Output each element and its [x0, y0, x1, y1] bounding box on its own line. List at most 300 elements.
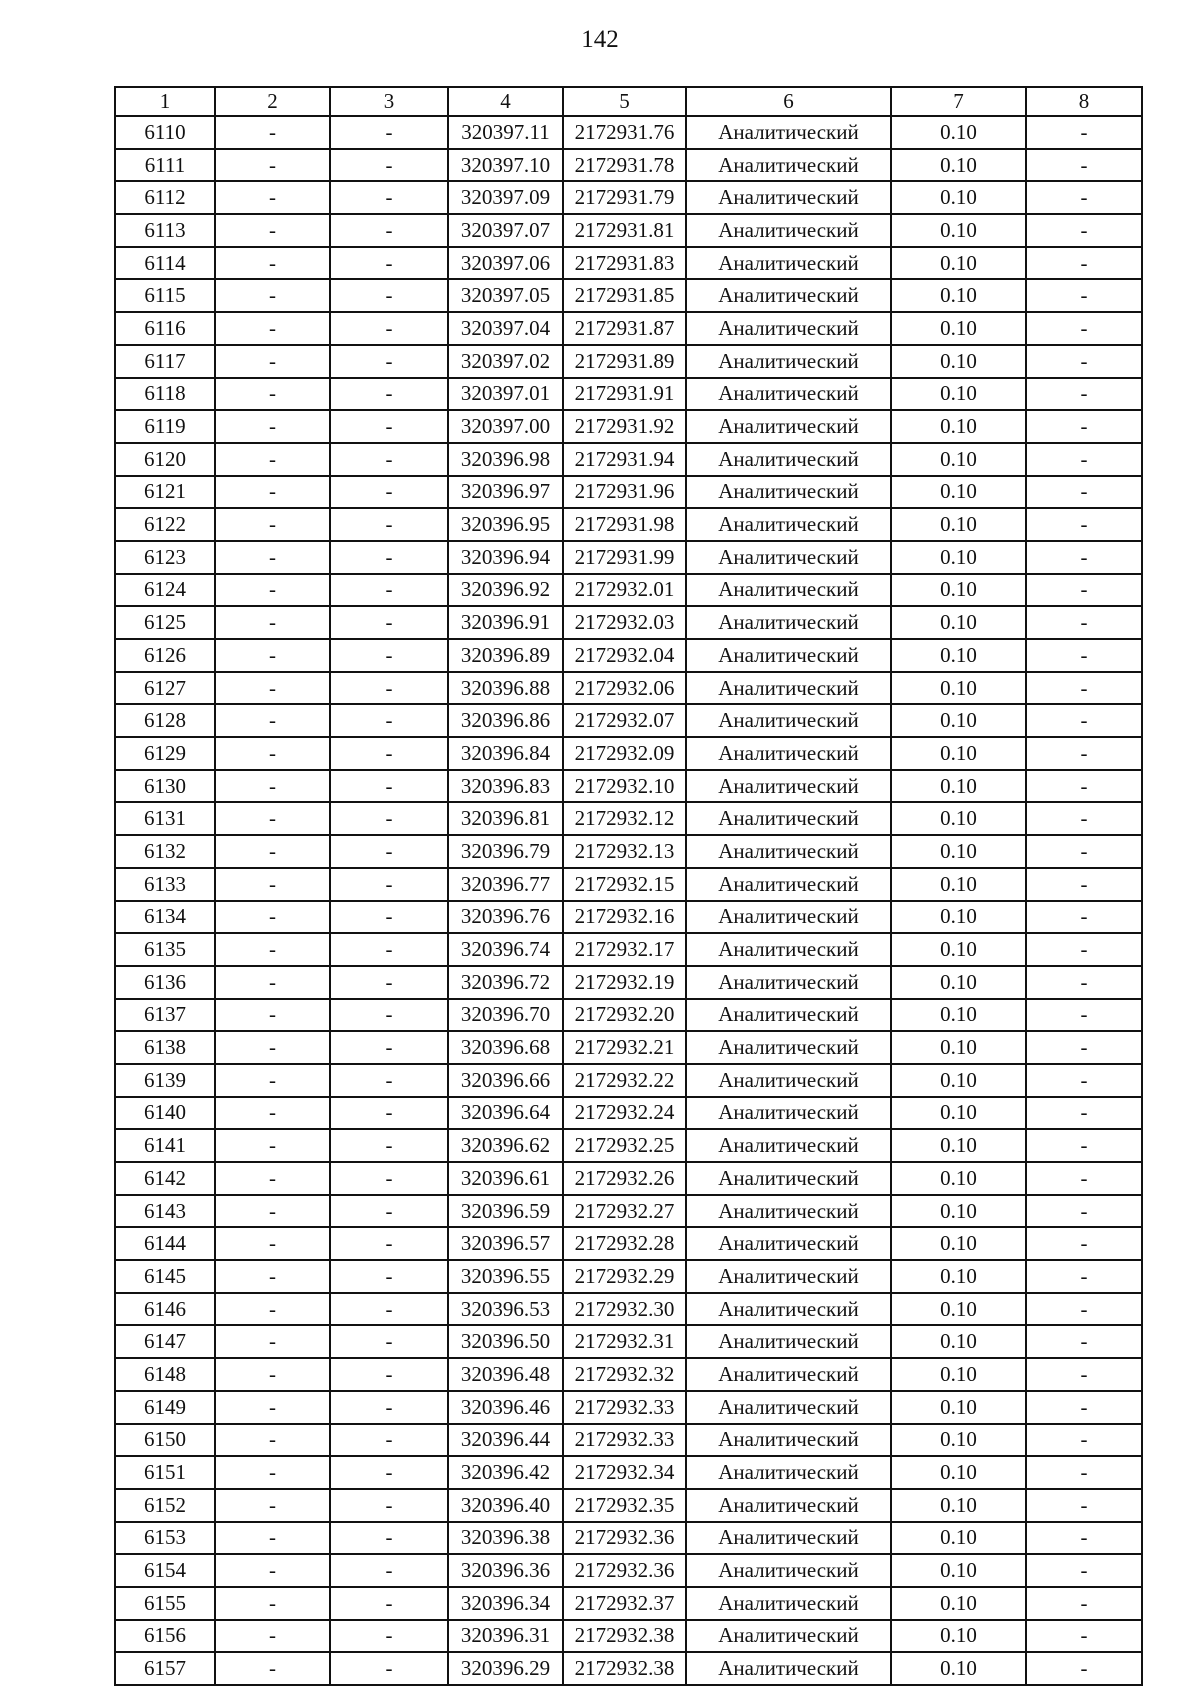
- table-cell: 2172931.78: [563, 149, 686, 182]
- table-cell: -: [215, 901, 330, 934]
- table-cell: -: [1026, 312, 1142, 345]
- table-cell: -: [215, 1620, 330, 1653]
- table-cell: -: [1026, 443, 1142, 476]
- table-cell: Аналитический: [686, 1489, 891, 1522]
- table-row: [115, 1097, 1142, 1130]
- table-cell: -: [1026, 672, 1142, 705]
- table-cell: -: [1026, 214, 1142, 247]
- table-row: [115, 541, 1142, 574]
- table-cell: 0.10: [891, 378, 1026, 411]
- table-cell: -: [330, 802, 448, 835]
- table-cell: 6121: [115, 476, 215, 509]
- table-cell: -: [1026, 1456, 1142, 1489]
- table-cell: 2172931.76: [563, 116, 686, 149]
- table-cell: -: [330, 672, 448, 705]
- table-row: [115, 1554, 1142, 1587]
- table-cell: -: [1026, 737, 1142, 770]
- table-cell: -: [215, 1260, 330, 1293]
- table-cell: -: [330, 279, 448, 312]
- table-cell: -: [1026, 835, 1142, 868]
- table-cell: -: [215, 737, 330, 770]
- table-cell: Аналитический: [686, 1227, 891, 1260]
- page-number: 142: [581, 26, 619, 53]
- table-cell: -: [215, 933, 330, 966]
- table-cell: -: [215, 1129, 330, 1162]
- table-cell: -: [1026, 606, 1142, 639]
- table-cell: -: [215, 835, 330, 868]
- table-cell: 6139: [115, 1064, 215, 1097]
- table-cell: 320397.02: [448, 345, 563, 378]
- table-cell: -: [215, 802, 330, 835]
- table-cell: -: [330, 868, 448, 901]
- table-cell: Аналитический: [686, 181, 891, 214]
- table-cell: -: [1026, 802, 1142, 835]
- table-row: [115, 247, 1142, 280]
- table-cell: 6124: [115, 574, 215, 607]
- table-cell: 2172932.33: [563, 1391, 686, 1424]
- table-cell: 6144: [115, 1227, 215, 1260]
- table-cell: 6128: [115, 704, 215, 737]
- table-row: [115, 1325, 1142, 1358]
- table-cell: 6132: [115, 835, 215, 868]
- table-cell: 6133: [115, 868, 215, 901]
- table-cell: -: [1026, 1620, 1142, 1653]
- table-cell: -: [215, 1456, 330, 1489]
- table-row: [115, 835, 1142, 868]
- table-row: [115, 933, 1142, 966]
- table-cell: 0.10: [891, 1456, 1026, 1489]
- table-cell: Аналитический: [686, 410, 891, 443]
- table-cell: 2172931.92: [563, 410, 686, 443]
- table-cell: Аналитический: [686, 802, 891, 835]
- table-cell: -: [215, 1652, 330, 1685]
- table-cell: -: [1026, 933, 1142, 966]
- table-cell: 0.10: [891, 639, 1026, 672]
- table-cell: Аналитический: [686, 606, 891, 639]
- table-cell: Аналитический: [686, 1260, 891, 1293]
- table-cell: 2172931.98: [563, 508, 686, 541]
- table-cell: -: [215, 1064, 330, 1097]
- table-cell: 320396.29: [448, 1652, 563, 1685]
- table-cell: Аналитический: [686, 1554, 891, 1587]
- table-cell: -: [215, 672, 330, 705]
- table-cell: 320396.50: [448, 1325, 563, 1358]
- table-cell: 2172932.36: [563, 1554, 686, 1587]
- table-cell: 0.10: [891, 1522, 1026, 1555]
- table-cell: 2172932.37: [563, 1587, 686, 1620]
- table-cell: 6142: [115, 1162, 215, 1195]
- table-cell: 2172932.29: [563, 1260, 686, 1293]
- table-cell: 320396.31: [448, 1620, 563, 1653]
- table-cell: 6126: [115, 639, 215, 672]
- table-cell: -: [215, 1554, 330, 1587]
- table-row: [115, 345, 1142, 378]
- table-cell: 6111: [115, 149, 215, 182]
- table-cell: 320396.76: [448, 901, 563, 934]
- table-cell: -: [215, 1195, 330, 1228]
- table-cell: -: [215, 999, 330, 1032]
- table-cell: 320396.89: [448, 639, 563, 672]
- table-cell: Аналитический: [686, 639, 891, 672]
- table-cell: 0.10: [891, 247, 1026, 280]
- table-cell: 2172932.22: [563, 1064, 686, 1097]
- table-cell: Аналитический: [686, 312, 891, 345]
- table-cell: -: [215, 410, 330, 443]
- table-cell: -: [215, 1031, 330, 1064]
- table-cell: 2172932.34: [563, 1456, 686, 1489]
- table-cell: Аналитический: [686, 1325, 891, 1358]
- table-cell: 2172932.33: [563, 1424, 686, 1457]
- table-cell: -: [1026, 1293, 1142, 1326]
- table-cell: -: [330, 1587, 448, 1620]
- table-cell: 2172932.30: [563, 1293, 686, 1326]
- table-cell: 320396.92: [448, 574, 563, 607]
- table-cell: 0.10: [891, 606, 1026, 639]
- table-cell: 6110: [115, 116, 215, 149]
- table-row: [115, 1293, 1142, 1326]
- table-cell: 0.10: [891, 1195, 1026, 1228]
- table-row: [115, 1227, 1142, 1260]
- table-cell: Аналитический: [686, 1587, 891, 1620]
- table-cell: 0.10: [891, 672, 1026, 705]
- table-row: [115, 1031, 1142, 1064]
- table-cell: -: [1026, 1195, 1142, 1228]
- table-cell: -: [1026, 1652, 1142, 1685]
- table-cell: 6137: [115, 999, 215, 1032]
- table-cell: -: [215, 508, 330, 541]
- table-cell: -: [215, 247, 330, 280]
- table-cell: -: [215, 443, 330, 476]
- table-cell: 2172931.99: [563, 541, 686, 574]
- table-cell: 320397.00: [448, 410, 563, 443]
- table-cell: -: [330, 410, 448, 443]
- table-cell: -: [330, 541, 448, 574]
- table-cell: -: [330, 1652, 448, 1685]
- table-row: [115, 443, 1142, 476]
- table-row: [115, 181, 1142, 214]
- table-cell: 6120: [115, 443, 215, 476]
- table-cell: 320397.10: [448, 149, 563, 182]
- table-cell: 6115: [115, 279, 215, 312]
- column-header: 8: [1026, 87, 1142, 116]
- table-cell: -: [215, 1391, 330, 1424]
- table-cell: -: [1026, 1391, 1142, 1424]
- table-cell: Аналитический: [686, 116, 891, 149]
- table-row: [115, 704, 1142, 737]
- column-header: 1: [115, 87, 215, 116]
- table-cell: 2172932.07: [563, 704, 686, 737]
- table-cell: 320396.86: [448, 704, 563, 737]
- table-cell: -: [330, 1424, 448, 1457]
- table-cell: -: [1026, 1260, 1142, 1293]
- table-cell: -: [215, 214, 330, 247]
- table-cell: Аналитический: [686, 868, 891, 901]
- table-cell: 6122: [115, 508, 215, 541]
- table-cell: 6130: [115, 770, 215, 803]
- table-cell: Аналитический: [686, 1391, 891, 1424]
- table-cell: 2172932.03: [563, 606, 686, 639]
- table-cell: 2172931.96: [563, 476, 686, 509]
- table-cell: -: [215, 1097, 330, 1130]
- table-row: [115, 279, 1142, 312]
- table-cell: 0.10: [891, 1587, 1026, 1620]
- table-cell: 0.10: [891, 933, 1026, 966]
- table-cell: 320396.61: [448, 1162, 563, 1195]
- table-cell: Аналитический: [686, 214, 891, 247]
- table-cell: 6156: [115, 1620, 215, 1653]
- table-cell: 6145: [115, 1260, 215, 1293]
- table-cell: -: [330, 214, 448, 247]
- table-cell: Аналитический: [686, 279, 891, 312]
- table-cell: -: [215, 345, 330, 378]
- table-cell: 6131: [115, 802, 215, 835]
- table-cell: 6148: [115, 1358, 215, 1391]
- table-cell: 2172932.06: [563, 672, 686, 705]
- table-cell: Аналитический: [686, 149, 891, 182]
- table-cell: -: [1026, 508, 1142, 541]
- table-row: [115, 802, 1142, 835]
- table-cell: 2172931.87: [563, 312, 686, 345]
- table-cell: -: [330, 149, 448, 182]
- table-cell: 320396.38: [448, 1522, 563, 1555]
- table-cell: -: [330, 1620, 448, 1653]
- table-cell: 0.10: [891, 966, 1026, 999]
- table-cell: -: [330, 1325, 448, 1358]
- table-cell: 0.10: [891, 476, 1026, 509]
- table-row: [115, 966, 1142, 999]
- table-cell: -: [330, 1097, 448, 1130]
- table-cell: -: [330, 508, 448, 541]
- table-cell: 0.10: [891, 1554, 1026, 1587]
- table-cell: 320396.53: [448, 1293, 563, 1326]
- table-cell: -: [330, 704, 448, 737]
- table-cell: 2172932.36: [563, 1522, 686, 1555]
- table-cell: -: [1026, 345, 1142, 378]
- table-cell: 0.10: [891, 1260, 1026, 1293]
- table-cell: 0.10: [891, 1620, 1026, 1653]
- table-cell: Аналитический: [686, 476, 891, 509]
- table-cell: 0.10: [891, 443, 1026, 476]
- table-body: [115, 116, 1142, 1685]
- table-cell: Аналитический: [686, 737, 891, 770]
- table-cell: 320396.70: [448, 999, 563, 1032]
- column-header: 7: [891, 87, 1026, 116]
- table-cell: -: [215, 1293, 330, 1326]
- table-cell: Аналитический: [686, 901, 891, 934]
- table-cell: 6152: [115, 1489, 215, 1522]
- table-cell: 320396.79: [448, 835, 563, 868]
- table-row: [115, 639, 1142, 672]
- table-cell: 0.10: [891, 999, 1026, 1032]
- table-cell: 6118: [115, 378, 215, 411]
- table-cell: 6136: [115, 966, 215, 999]
- table-cell: -: [330, 1358, 448, 1391]
- table-cell: -: [1026, 1358, 1142, 1391]
- table-cell: 2172932.24: [563, 1097, 686, 1130]
- table-cell: -: [1026, 966, 1142, 999]
- table-cell: -: [1026, 770, 1142, 803]
- table-cell: 320396.48: [448, 1358, 563, 1391]
- table-cell: -: [330, 933, 448, 966]
- table-cell: -: [215, 149, 330, 182]
- table-cell: 0.10: [891, 1227, 1026, 1260]
- table-cell: 2172932.10: [563, 770, 686, 803]
- table-cell: 0.10: [891, 1424, 1026, 1457]
- column-header: 3: [330, 87, 448, 116]
- column-header: 2: [215, 87, 330, 116]
- table-cell: 320396.72: [448, 966, 563, 999]
- table-cell: 320396.34: [448, 1587, 563, 1620]
- table-cell: 0.10: [891, 149, 1026, 182]
- table-cell: -: [1026, 1554, 1142, 1587]
- table-cell: -: [330, 901, 448, 934]
- table-cell: 320397.09: [448, 181, 563, 214]
- table-cell: 0.10: [891, 1031, 1026, 1064]
- table-cell: 2172932.26: [563, 1162, 686, 1195]
- table-cell: 0.10: [891, 1489, 1026, 1522]
- table-cell: 0.10: [891, 574, 1026, 607]
- table-cell: 320397.11: [448, 116, 563, 149]
- table-cell: 320396.98: [448, 443, 563, 476]
- table-cell: Аналитический: [686, 541, 891, 574]
- table-cell: -: [215, 1489, 330, 1522]
- table-cell: 2172932.01: [563, 574, 686, 607]
- table-cell: Аналитический: [686, 704, 891, 737]
- table-cell: -: [330, 345, 448, 378]
- table-cell: -: [215, 966, 330, 999]
- table-cell: 6114: [115, 247, 215, 280]
- table-cell: -: [215, 312, 330, 345]
- table-cell: Аналитический: [686, 1031, 891, 1064]
- table-row: [115, 116, 1142, 149]
- table-cell: 2172932.21: [563, 1031, 686, 1064]
- table-cell: 6151: [115, 1456, 215, 1489]
- table-cell: -: [215, 378, 330, 411]
- table-cell: 320397.07: [448, 214, 563, 247]
- table-cell: Аналитический: [686, 672, 891, 705]
- table-cell: Аналитический: [686, 1358, 891, 1391]
- table-cell: -: [1026, 279, 1142, 312]
- table-cell: -: [330, 1195, 448, 1228]
- table-cell: -: [330, 1227, 448, 1260]
- table-cell: 320397.06: [448, 247, 563, 280]
- table-cell: 320396.57: [448, 1227, 563, 1260]
- table-row: [115, 999, 1142, 1032]
- table-row: [115, 901, 1142, 934]
- table-row: [115, 672, 1142, 705]
- table-cell: 6123: [115, 541, 215, 574]
- table-cell: 0.10: [891, 181, 1026, 214]
- table-row: [115, 378, 1142, 411]
- table-cell: 320396.97: [448, 476, 563, 509]
- table-cell: 6154: [115, 1554, 215, 1587]
- table-cell: Аналитический: [686, 1652, 891, 1685]
- table-cell: 6125: [115, 606, 215, 639]
- table-cell: -: [1026, 1162, 1142, 1195]
- table-cell: -: [215, 770, 330, 803]
- table-cell: 6149: [115, 1391, 215, 1424]
- table-row: [115, 1129, 1142, 1162]
- table-row: [115, 770, 1142, 803]
- table-cell: 320396.83: [448, 770, 563, 803]
- table-cell: -: [330, 1489, 448, 1522]
- table-cell: -: [1026, 378, 1142, 411]
- table-cell: 320396.95: [448, 508, 563, 541]
- table-cell: 2172931.89: [563, 345, 686, 378]
- table-cell: 2172932.12: [563, 802, 686, 835]
- table-cell: -: [215, 1358, 330, 1391]
- table-cell: -: [330, 1456, 448, 1489]
- table-cell: -: [215, 639, 330, 672]
- table-cell: 2172932.20: [563, 999, 686, 1032]
- table-cell: 0.10: [891, 802, 1026, 835]
- table-cell: 0.10: [891, 835, 1026, 868]
- table-cell: 6116: [115, 312, 215, 345]
- table-cell: 2172932.19: [563, 966, 686, 999]
- table-cell: -: [1026, 868, 1142, 901]
- table-cell: 320396.77: [448, 868, 563, 901]
- table-cell: Аналитический: [686, 1620, 891, 1653]
- table-cell: -: [330, 835, 448, 868]
- table-cell: -: [215, 279, 330, 312]
- table-cell: 2172932.16: [563, 901, 686, 934]
- table-cell: 2172932.17: [563, 933, 686, 966]
- table-cell: 6113: [115, 214, 215, 247]
- table-cell: -: [330, 443, 448, 476]
- table-cell: Аналитический: [686, 378, 891, 411]
- table-cell: -: [1026, 1097, 1142, 1130]
- table-cell: Аналитический: [686, 345, 891, 378]
- table-row: [115, 476, 1142, 509]
- table-row: [115, 606, 1142, 639]
- table-cell: -: [215, 476, 330, 509]
- table-cell: 2172932.28: [563, 1227, 686, 1260]
- table-cell: Аналитический: [686, 574, 891, 607]
- table-cell: Аналитический: [686, 1195, 891, 1228]
- table-row: [115, 1424, 1142, 1457]
- table-cell: 320396.36: [448, 1554, 563, 1587]
- table-cell: -: [1026, 1064, 1142, 1097]
- table-cell: 6140: [115, 1097, 215, 1130]
- table-cell: 6153: [115, 1522, 215, 1555]
- table-row: [115, 410, 1142, 443]
- table-cell: 0.10: [891, 312, 1026, 345]
- table-row: [115, 868, 1142, 901]
- table-cell: Аналитический: [686, 999, 891, 1032]
- table-cell: -: [330, 1260, 448, 1293]
- table-row: [115, 1195, 1142, 1228]
- table-cell: -: [215, 541, 330, 574]
- table-cell: 320396.94: [448, 541, 563, 574]
- table-cell: -: [1026, 1587, 1142, 1620]
- table-cell: 0.10: [891, 1129, 1026, 1162]
- table-cell: -: [215, 868, 330, 901]
- table-cell: -: [1026, 1489, 1142, 1522]
- table-cell: 0.10: [891, 345, 1026, 378]
- table-cell: -: [215, 116, 330, 149]
- table-row: [115, 737, 1142, 770]
- table-row: [115, 1391, 1142, 1424]
- table-cell: 0.10: [891, 1097, 1026, 1130]
- table-cell: -: [1026, 1522, 1142, 1555]
- table-cell: -: [330, 1031, 448, 1064]
- table-cell: 6143: [115, 1195, 215, 1228]
- table-cell: 2172932.32: [563, 1358, 686, 1391]
- table-cell: 2172931.83: [563, 247, 686, 280]
- table-cell: 0.10: [891, 868, 1026, 901]
- table-cell: 6155: [115, 1587, 215, 1620]
- table-cell: Аналитический: [686, 1097, 891, 1130]
